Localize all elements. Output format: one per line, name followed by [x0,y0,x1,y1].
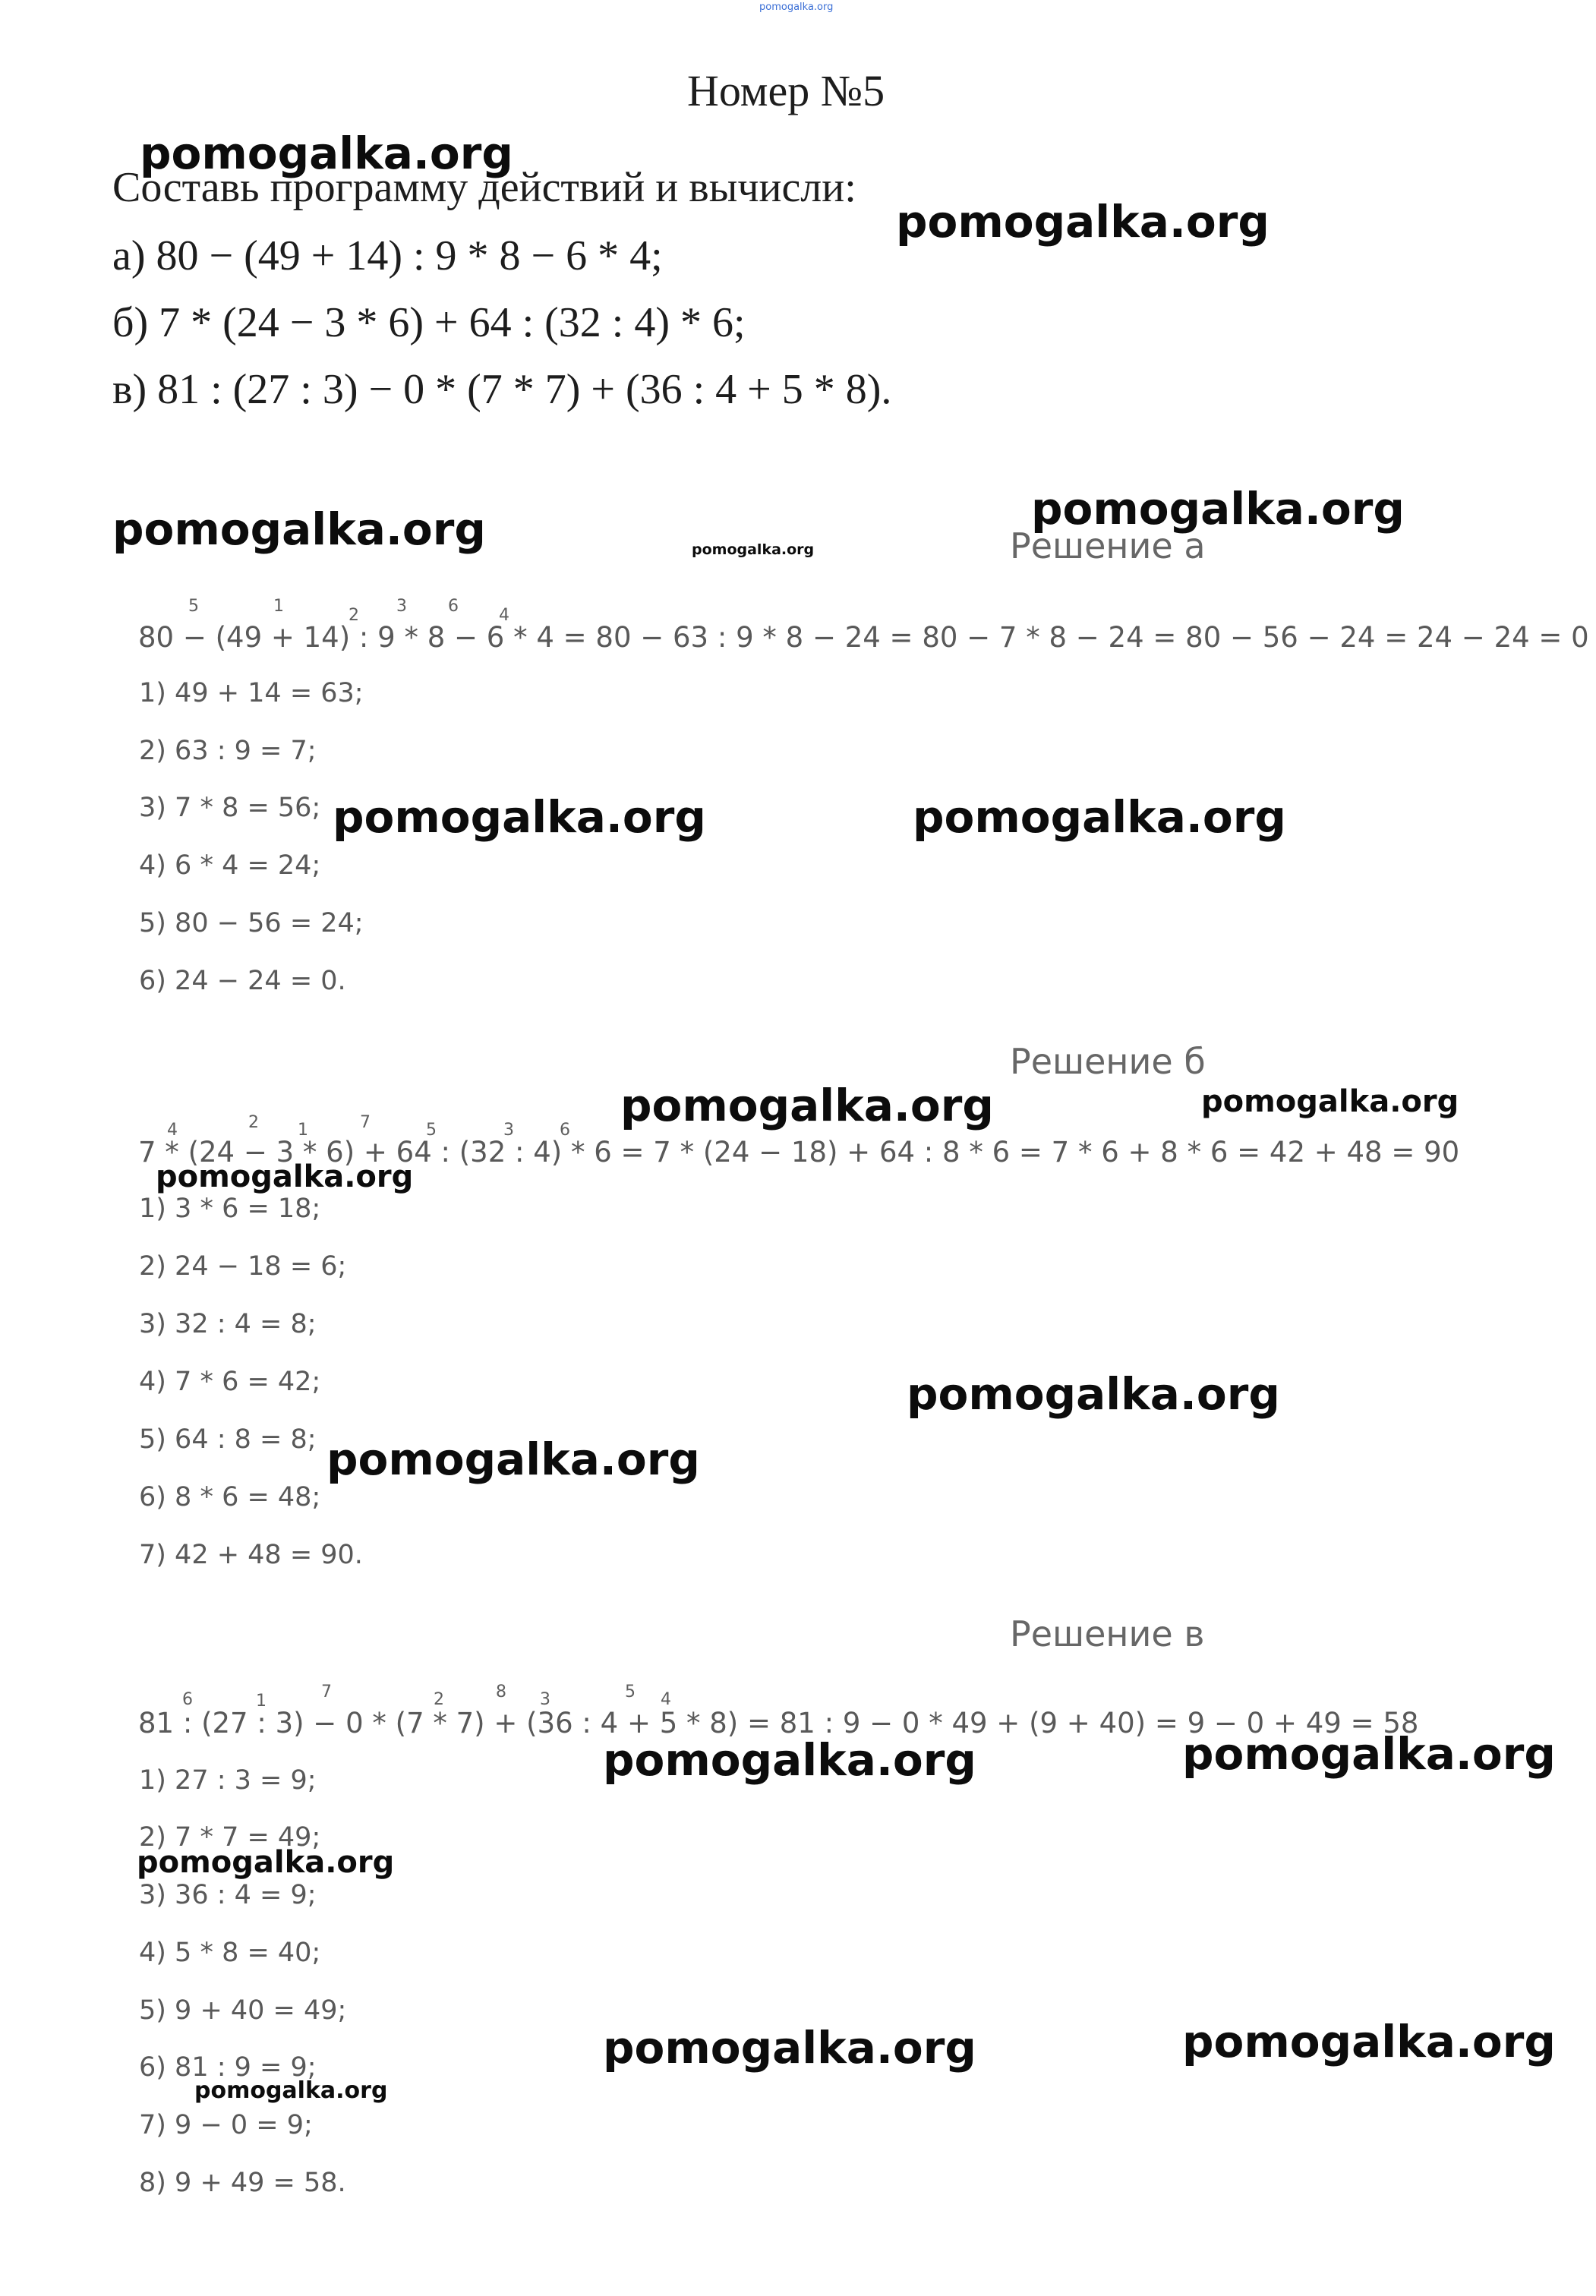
order-mark: 1 [298,1121,308,1140]
solution-b-step: 3) 32 : 4 = 8; [139,1309,317,1339]
watermark: pomogalka.org [1182,2016,1556,2067]
order-mark: 7 [321,1683,332,1702]
watermark: pomogalka.org [333,791,706,843]
order-mark: 6 [448,597,459,616]
solution-a-step: 3) 7 * 8 = 56; [139,793,321,823]
order-mark: 6 [560,1121,570,1140]
order-mark: 3 [540,1690,550,1709]
watermark: pomogalka.org [603,2022,976,2074]
watermark: pomogalka.org [913,791,1286,843]
watermark: pomogalka.org [326,1433,700,1485]
solution-a-step: 6) 24 − 24 = 0. [139,966,346,996]
order-mark: 4 [167,1121,178,1140]
order-mark: 3 [503,1121,514,1140]
task-item-a: а) 80 − (49 + 14) : 9 * 8 − 6 * 4; [112,232,663,279]
solution-b-step: 4) 7 * 6 = 42; [139,1367,321,1397]
solution-b-step: 2) 24 − 18 = 6; [139,1251,347,1282]
solution-c-step: 3) 36 : 4 = 9; [139,1880,317,1910]
solution-a-step: 5) 80 − 56 = 24; [139,908,364,938]
order-mark: 8 [496,1683,506,1702]
watermark: pomogalka.org [156,1159,414,1194]
watermark-top: pomogalka.org [759,2,834,13]
task-item-b: б) 7 * (24 − 3 * 6) + 64 : (32 : 4) * 6; [112,299,746,346]
order-mark: 4 [661,1690,671,1709]
solution-c-expression: 81 : (27 : 3) − 0 * (7 * 7) + (36 : 4 + 5 * 8) = 81 : 9 − 0 * 49 + (9 + 40) = 9 − 0 + 49 = 58 [138,1707,1419,1739]
watermark: pomogalka.org [896,196,1270,248]
watermark: pomogalka.org [112,503,486,555]
solution-c-step: 2) 7 * 7 = 49; [139,1822,321,1853]
order-mark: 4 [499,606,509,625]
watermark: pomogalka.org [137,1845,395,1880]
solution-c-step: 1) 27 : 3 = 9; [139,1765,317,1796]
solution-a-heading: Решение а [1010,525,1206,566]
watermark: pomogalka.org [1031,483,1405,535]
solution-b-heading: Решение б [1010,1041,1206,1082]
solution-c-heading: Решение в [1010,1613,1205,1654]
solution-c-step: 6) 81 : 9 = 9; [139,2052,317,2083]
solution-a-step: 2) 63 : 9 = 7; [139,736,317,766]
order-mark: 7 [360,1113,371,1132]
solution-b-step: 5) 64 : 8 = 8; [139,1424,317,1455]
order-mark: 3 [396,597,407,616]
solution-c-step: 4) 5 * 8 = 40; [139,1938,321,1968]
order-mark: 2 [434,1690,444,1709]
watermark: pomogalka.org [620,1080,994,1131]
order-mark: 2 [248,1113,259,1132]
solution-b-step: 6) 8 * 6 = 48; [139,1482,321,1512]
task-item-c: в) 81 : (27 : 3) − 0 * (7 * 7) + (36 : 4 + 5 * 8). [112,366,892,413]
order-mark: 6 [182,1690,193,1709]
order-mark: 5 [188,597,199,616]
watermark: pomogalka.org [194,2077,388,2104]
watermark: pomogalka.org [1201,1084,1459,1119]
order-mark: 5 [625,1683,636,1702]
solution-a-expression: 80 − (49 + 14) : 9 * 8 − 6 * 4 = 80 − 63 : 9 * 8 − 24 = 80 − 7 * 8 − 24 = 80 − 56 − 24 = 24 − 24 = 0 [138,621,1589,654]
order-mark: 1 [273,597,284,616]
solution-a-step: 1) 49 + 14 = 63; [139,678,364,708]
solution-a-step: 4) 6 * 4 = 24; [139,850,321,881]
order-mark: 1 [256,1692,267,1711]
order-mark: 2 [349,606,359,625]
watermark: pomogalka.org [1182,1728,1556,1780]
solution-c-step: 5) 9 + 40 = 49; [139,1995,347,2026]
order-mark: 5 [426,1121,437,1140]
solution-b-expression: 7 * (24 − 3 * 6) + 64 : (32 : 4) * 6 = 7 * (24 − 18) + 64 : 8 * 6 = 7 * 6 + 8 * 6 = 42 + 48 = 90 [138,1136,1460,1168]
page-title: Номер №5 [687,66,885,115]
task-prompt: Составь программу действий и вычисли: [112,164,856,211]
watermark: pomogalka.org [140,128,513,179]
solution-c-step: 7) 9 − 0 = 9; [139,2110,313,2140]
watermark: pomogalka.org [692,541,815,558]
solution-b-step: 7) 42 + 48 = 90. [139,1540,363,1570]
watermark: pomogalka.org [907,1368,1280,1420]
solution-c-step: 8) 9 + 49 = 58. [139,2168,346,2198]
watermark: pomogalka.org [603,1734,976,1786]
solution-b-step: 1) 3 * 6 = 18; [139,1194,321,1224]
